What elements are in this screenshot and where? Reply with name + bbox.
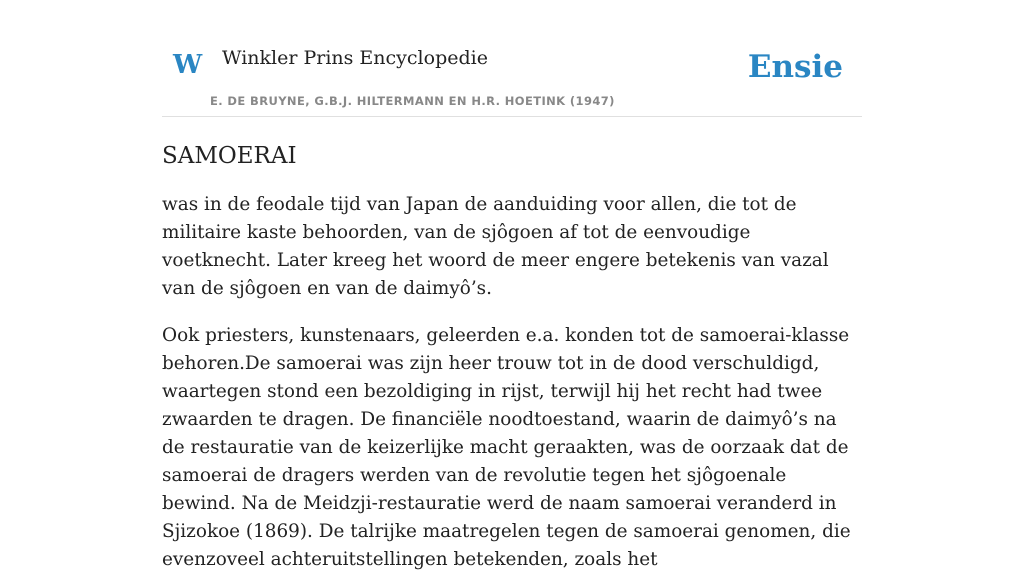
- article-title: SAMOERAI: [162, 143, 297, 169]
- winkler-prins-logo[interactable]: W: [173, 50, 203, 80]
- site-title[interactable]: Winkler Prins Encyclopedie: [222, 47, 488, 69]
- header: [162, 0, 862, 117]
- authors-line: E. DE BRUYNE, G.B.J. HILTERMANN EN H.R. HOETINK (1947): [210, 94, 615, 108]
- article-paragraph-1: was in de feodale tijd van Japan de aanduiding voor allen, die tot de militaire kaste behoorden, van de sjôgoen af tot de eenvoudige voetknecht. Later kreeg het woord de meer engere betekenis van vazal van de sjôgoen en van de daimyô’s.: [162, 193, 829, 299]
- ensie-logo[interactable]: Ensie: [747, 49, 843, 85]
- page: [162, 0, 862, 574]
- article-paragraph-2: Ook priesters, kunstenaars, geleerden e.a. konden tot de samoerai-klasse behoren.De samoerai was zijn heer trouw tot in de dood verschuldigd, waartegen stond een bezoldiging in rijst, terwijl hij het recht had twee zwaarden te dragen. De financiële noodtoestand, waarin de daimyô’s na de restauratie van de keizerlijke macht geraakten, was de oorzaak dat de samoerai de dragers werden van de revolutie tegen het sjôgoenale bewind. Na de Meidzji-restauratie werd de naam samoerai veranderd in Sjizokoe (1869). De talrijke maatregelen tegen de samoerai genomen, die evenzoveel achteruitstellingen betekenden, zoals het: [162, 324, 851, 570]
